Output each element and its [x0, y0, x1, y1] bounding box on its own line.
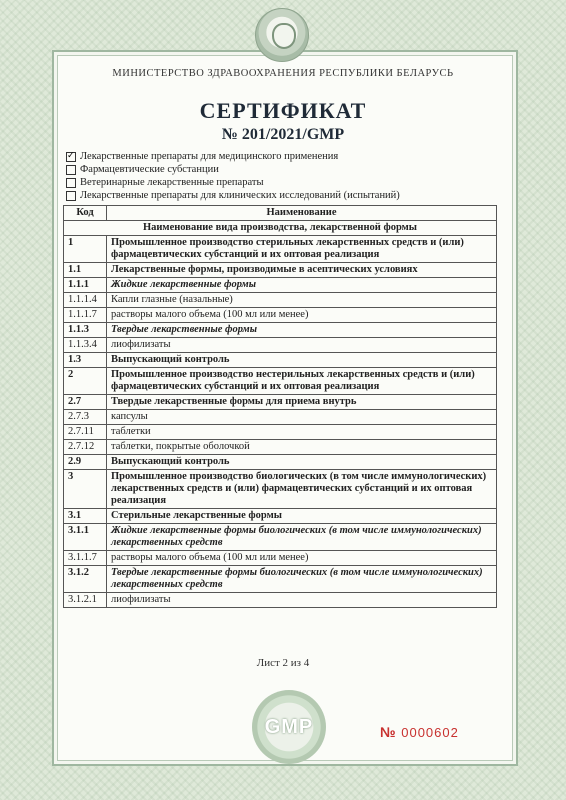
checkbox-label: Лекарственные препараты для клинических исследований (испытаний) [80, 190, 400, 201]
row-name: лиофилизаты [107, 593, 497, 608]
row-code: 1.1.1.4 [64, 293, 107, 308]
table-row [64, 410, 497, 425]
row-name: лиофилизаты [107, 338, 497, 353]
row-name: капсулы [107, 410, 497, 425]
row-code: 3.1.2.1 [64, 593, 107, 608]
certificate-number: № 201/2021/GMP [221, 126, 345, 143]
sheet-number: Лист 2 из 4 [256, 657, 310, 669]
table-row [64, 455, 497, 470]
row-code: 2.7.11 [64, 425, 107, 440]
serial-number [380, 724, 459, 740]
gmp-seal-icon [252, 690, 326, 764]
row-code: 2 [64, 368, 107, 395]
row-code: 3.1.1 [64, 524, 107, 551]
checkbox-empty-icon [66, 191, 76, 201]
row-code: 3.1.2 [64, 566, 107, 593]
ministry-name: МИНИСТЕРСТВО ЗДРАВООХРАНЕНИЯ РЕСПУБЛИКИ БЕЛАРУСЬ [112, 68, 454, 79]
row-name: растворы малого объема (100 мл или менее) [107, 551, 497, 566]
checkbox-empty-icon [66, 178, 76, 188]
row-code: 1 [64, 236, 107, 263]
table-row [64, 425, 497, 440]
row-code: 1.1.3 [64, 323, 107, 338]
category-checkboxes [66, 150, 486, 202]
checkbox-checked-icon [66, 152, 76, 162]
table-row [64, 353, 497, 368]
table-row [64, 440, 497, 455]
table-row [64, 566, 497, 593]
row-name: таблетки, покрытые оболочкой [107, 440, 497, 455]
row-name: Твердые лекарственные формы [107, 323, 497, 338]
row-code: 2.7 [64, 395, 107, 410]
row-code: 3 [64, 470, 107, 509]
row-name: Лекарственные формы, производимые в асептических условиях [107, 263, 497, 278]
column-header-code: Код [64, 206, 107, 221]
row-name: Твердые лекарственные формы биологических (в том числе иммунологических) лекарственных средств [107, 566, 497, 593]
table-subheader: Наименование вида производства, лекарственной формы [64, 221, 497, 236]
row-name: Промышленное производство стерильных лекарственных средств и (или) фармацевтических субстанций и их оптовая реализация [107, 236, 497, 263]
table-row [64, 338, 497, 353]
row-name: Твердые лекарственные формы для приема внутрь [107, 395, 497, 410]
row-name: Промышленное производство нестерильных лекарственных средств и (или) фармацевтических субстанций и их оптовая реализация [107, 368, 497, 395]
row-code: 2.7.12 [64, 440, 107, 455]
serial-sign: № [380, 724, 397, 740]
certificate-title: СЕРТИФИКАТ [199, 98, 367, 123]
row-code: 1.1.3.4 [64, 338, 107, 353]
table-body [64, 236, 497, 608]
row-name: Жидкие лекарственные формы [107, 278, 497, 293]
state-emblem-icon [255, 8, 309, 62]
row-code: 3.1 [64, 509, 107, 524]
table-row [64, 509, 497, 524]
row-name: Выпускающий контроль [107, 455, 497, 470]
table-row [64, 308, 497, 323]
table-row [64, 293, 497, 308]
row-code: 1.1.1.7 [64, 308, 107, 323]
checkbox-label: Лекарственные препараты для медицинского применения [80, 151, 339, 162]
table-row [64, 551, 497, 566]
row-name: Жидкие лекарственные формы биологических (в том числе иммунологических) лекарственных средств [107, 524, 497, 551]
checkbox-item [66, 163, 486, 176]
column-header-name: Наименование [107, 206, 497, 221]
table-row [64, 368, 497, 395]
table-row [64, 524, 497, 551]
row-code: 2.9 [64, 455, 107, 470]
serial-value: 0000602 [401, 725, 459, 740]
checkbox-empty-icon [66, 165, 76, 175]
row-name: Выпускающий контроль [107, 353, 497, 368]
row-name: Стерильные лекарственные формы [107, 509, 497, 524]
checkbox-label: Фармацевтические субстанции [80, 164, 219, 175]
row-code: 2.7.3 [64, 410, 107, 425]
table-row [64, 323, 497, 338]
row-name: таблетки [107, 425, 497, 440]
checkbox-item [66, 189, 486, 202]
table-row [64, 593, 497, 608]
row-name: Капли глазные (назальные) [107, 293, 497, 308]
row-code: 3.1.1.7 [64, 551, 107, 566]
row-code: 1.1.1 [64, 278, 107, 293]
row-code: 1.3 [64, 353, 107, 368]
row-name: Промышленное производство биологических (в том числе иммунологических) лекарственных средств и (или) фармацевтических субстанций и их оптовая реализация [107, 470, 497, 509]
row-name: растворы малого объема (100 мл или менее) [107, 308, 497, 323]
checkbox-item [66, 176, 486, 189]
table-row [64, 395, 497, 410]
checkbox-label: Ветеринарные лекарственные препараты [80, 177, 264, 188]
row-code: 1.1 [64, 263, 107, 278]
gmp-mark-text: GMP [264, 715, 314, 738]
table-row [64, 236, 497, 263]
checkbox-item [66, 150, 486, 163]
table-row [64, 470, 497, 509]
table-row [64, 263, 497, 278]
table-row [64, 278, 497, 293]
production-table [63, 205, 497, 608]
